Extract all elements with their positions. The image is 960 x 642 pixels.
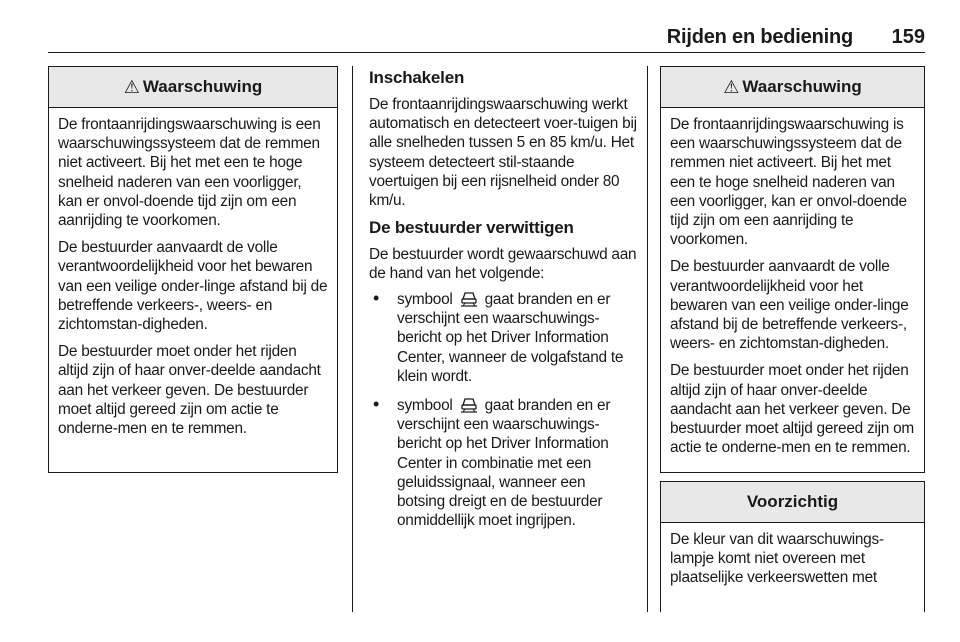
- vehicle-ahead-icon: [459, 289, 479, 307]
- bullet-text-before: symbool: [397, 397, 453, 415]
- heading-inschakelen: Inschakelen: [369, 68, 465, 87]
- warning-box-header: [49, 67, 337, 108]
- caution-title: Voorzichtig: [746, 492, 839, 511]
- warning-paragraph: De bestuurder aanvaardt de volle verantwoordelijkheid voor het bewaren van een veilige onder-linge afstand bij de betreffende verkeers-, weers- en zichtomstan-digheden.: [670, 258, 909, 353]
- warning-box-header: [661, 67, 924, 108]
- column-divider-right: [647, 66, 648, 612]
- bullet-item: [369, 289, 637, 386]
- warning-paragraph: De bestuurder moet onder het rijden altijd zijn of haar onver-deelde aandacht aan het verkeer geven. De bestuurder moet altijd gereed zijn om actie te onderne-men en te remmen.: [670, 362, 914, 457]
- column-divider-left: [352, 66, 353, 612]
- caution-paragraph: De kleur van dit waarschuwings-lampje komt niet overeen met plaatselijke verkeerswetten met: [670, 531, 884, 587]
- warning-triangle-icon: ⚠: [723, 76, 740, 97]
- heading-bestuurder-verwittigen: De bestuurder verwittigen: [369, 218, 574, 237]
- warning-title: Waarschuwing: [742, 77, 862, 96]
- paragraph-inschakelen: De frontaanrijdingswaarschuwing werkt automatisch en detecteert voer-tuigen bij alle snelheden tussen 5 en 85 km/u. Het systeem detecteert stil-staande voertuigen bij een rijsnelheid onder 80 km/u.: [369, 96, 637, 210]
- paragraph-verwittigen-intro: De bestuurder wordt gewaarschuwd aan de hand van het volgende:: [369, 246, 637, 283]
- warning-triangle-icon: ⚠: [123, 76, 140, 97]
- caution-box-header: [661, 482, 924, 523]
- caution-box: [660, 481, 925, 612]
- bullet-text-after: gaat branden en er verschijnt een waarschuwings-bericht op het Driver Information Center, wanneer de volgafstand te klein wordt.: [397, 291, 624, 385]
- warning-paragraph: De frontaanrijdingswaarschuwing is een waarschuwingssysteem dat de remmen niet activeert. Bij het met een te hoge snelheid naderen van een voorligger, kan er onvol-doende tijd zijn om een aanrijding te voorkomen.: [670, 116, 907, 249]
- warning-paragraph: De frontaanrijdingswaarschuwing is een waarschuwingssysteem dat de remmen niet activeert. Bij het met een te hoge snelheid naderen van een voorligger, kan er onvol-doende tijd zijn om een aanrijding te voorkomen.: [58, 116, 321, 230]
- bullet-text-before: symbool: [397, 291, 453, 308]
- warning-box-right: [660, 66, 925, 473]
- bullet-dot: •: [373, 288, 380, 308]
- warning-paragraph: De bestuurder moet onder het rijden altijd zijn of haar onver-deelde aandacht aan het verkeer geven. De bestuurder moet altijd gereed zijn om actie te onderne-men en te remmen.: [58, 343, 321, 438]
- bullet-dot: •: [373, 394, 380, 415]
- bullet-item: [369, 395, 637, 530]
- page-number: 159: [891, 26, 925, 48]
- warning-box-body: [661, 108, 924, 465]
- caution-box-body: [661, 523, 924, 596]
- warning-box-body: [49, 108, 337, 446]
- warning-box-left: [48, 66, 338, 473]
- warning-paragraph: De bestuurder aanvaardt de volle verantwoordelijkheid voor het bewaren van een veilige onder-linge afstand bij de betreffende verkeers-, weers- en zichtomstan-digheden.: [58, 239, 328, 334]
- section-title: Rijden en bediening: [666, 26, 853, 48]
- vehicle-ahead-icon: [459, 395, 479, 413]
- page-header: [48, 22, 925, 53]
- warning-title: Waarschuwing: [142, 77, 263, 96]
- bullet-text-after: gaat branden en er verschijnt een waarschuwings-bericht op het Driver Information Center in combinatie met een geluidssignaal, wanneer een botsing dreigt en de bestuurder onmiddellijk moet ingrijpen.: [397, 397, 611, 530]
- warning-bullet-list: [369, 289, 637, 539]
